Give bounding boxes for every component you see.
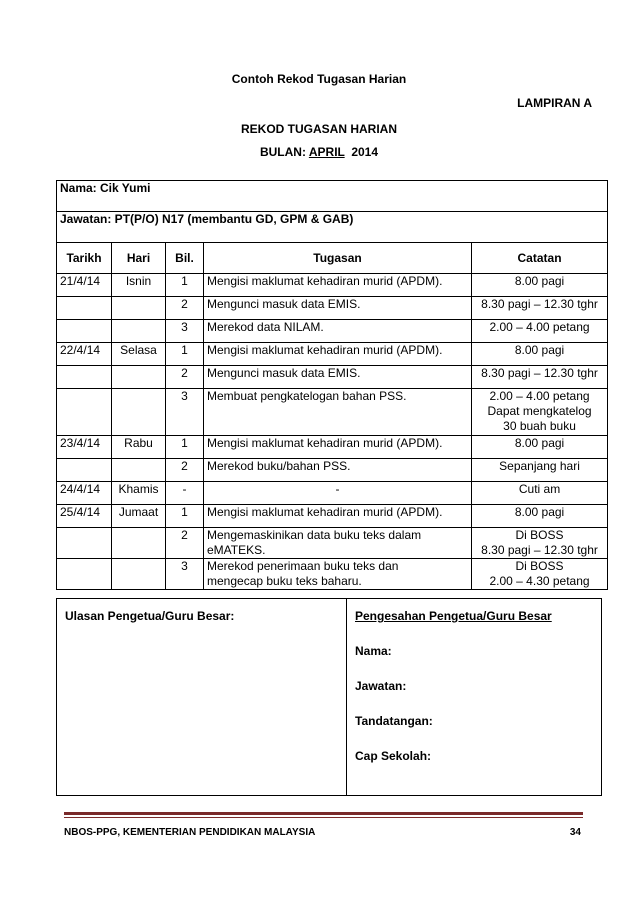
approval-heading: Pengesahan Pengetua/Guru Besar xyxy=(355,609,552,623)
cell-catatan: 8.00 pagi xyxy=(472,505,608,528)
approval-name-label: Nama: xyxy=(355,644,392,658)
cell-catatan: 2.00 – 4.00 petang Dapat mengkatelog 30 buah buku xyxy=(472,389,608,436)
table-row xyxy=(57,297,608,320)
footer-rule-thick xyxy=(64,812,583,815)
col-header-bil: Bil. xyxy=(166,243,204,274)
cell-catatan: Di BOSS 8.30 pagi – 12.30 tghr xyxy=(472,528,608,559)
approval-stamp-label: Cap Sekolah: xyxy=(355,749,432,763)
table-row xyxy=(57,559,608,590)
table-row xyxy=(57,389,608,436)
cell-bil: 2 xyxy=(166,366,204,389)
cell-tarikh xyxy=(57,320,112,343)
cell-tugasan: Mengisi maklumat kehadiran murid (APDM). xyxy=(204,343,472,366)
staff-position: Jawatan: PT(P/O) N17 (membantu GD, GPM & GAB) xyxy=(57,212,608,243)
record-title: REKOD TUGASAN HARIAN xyxy=(241,122,397,136)
cell-bil: 2 xyxy=(166,459,204,482)
cell-bil: 3 xyxy=(166,320,204,343)
table-row xyxy=(57,320,608,343)
cell-tugasan: Mengisi maklumat kehadiran murid (APDM). xyxy=(204,505,472,528)
cell-catatan: 8.00 pagi xyxy=(472,436,608,459)
cell-bil: 1 xyxy=(166,274,204,297)
cell-tarikh xyxy=(57,297,112,320)
task-rows xyxy=(57,274,608,590)
cell-bil: 2 xyxy=(166,528,204,559)
cell-tugasan: Mengunci masuk data EMIS. xyxy=(204,366,472,389)
cell-tarikh: 25/4/14 xyxy=(57,505,112,528)
cell-bil: - xyxy=(166,482,204,505)
col-header-hari: Hari xyxy=(112,243,166,274)
principal-approval-box xyxy=(347,599,602,796)
cell-hari: Khamis xyxy=(112,482,166,505)
table-row xyxy=(57,343,608,366)
footer-organisation: NBOS-PPG, KEMENTERIAN PENDIDIKAN MALAYSIA xyxy=(64,827,316,838)
staff-name: Nama: Cik Yumi xyxy=(57,181,608,212)
col-header-tarikh: Tarikh xyxy=(57,243,112,274)
cell-hari xyxy=(112,528,166,559)
cell-tugasan: Membuat pengkatelogan bahan PSS. xyxy=(204,389,472,436)
cell-tarikh: 24/4/14 xyxy=(57,482,112,505)
cell-tarikh: 23/4/14 xyxy=(57,436,112,459)
lampiran-label: LAMPIRAN A xyxy=(517,96,592,110)
footer-rule-thin xyxy=(64,817,583,818)
cell-tarikh xyxy=(57,366,112,389)
cell-tarikh xyxy=(57,389,112,436)
cell-tugasan: Merekod data NILAM. xyxy=(204,320,472,343)
cell-catatan: 8.00 pagi xyxy=(472,274,608,297)
year-value: 2014 xyxy=(351,145,379,159)
month-value: APRIL xyxy=(308,145,345,159)
cell-hari xyxy=(112,366,166,389)
cell-bil: 3 xyxy=(166,559,204,590)
cell-catatan: Sepanjang hari xyxy=(472,459,608,482)
cell-hari xyxy=(112,320,166,343)
cell-bil: 1 xyxy=(166,505,204,528)
cell-tarikh: 21/4/14 xyxy=(57,274,112,297)
cell-bil: 3 xyxy=(166,389,204,436)
cell-tarikh xyxy=(57,528,112,559)
document-title: Contoh Rekod Tugasan Harian xyxy=(231,72,407,86)
cell-tugasan: Mengisi maklumat kehadiran murid (APDM). xyxy=(204,274,472,297)
principal-comments-label: Ulasan Pengetua/Guru Besar: xyxy=(65,609,235,623)
cell-bil: 1 xyxy=(166,343,204,366)
cell-catatan: 8.30 pagi – 12.30 tghr xyxy=(472,297,608,320)
cell-bil: 1 xyxy=(166,436,204,459)
cell-hari: Rabu xyxy=(112,436,166,459)
cell-catatan: Cuti am xyxy=(472,482,608,505)
table-row xyxy=(57,459,608,482)
task-table xyxy=(56,180,608,590)
cell-hari xyxy=(112,297,166,320)
principal-comments-box xyxy=(57,599,347,796)
cell-tugasan: Merekod penerimaan buku teks dan mengecap buku teks baharu. xyxy=(204,559,472,590)
cell-tugasan: Mengemaskinikan data buku teks dalam eMATEKS. xyxy=(204,528,472,559)
cell-hari xyxy=(112,389,166,436)
cell-tugasan: - xyxy=(204,482,472,505)
cell-tarikh xyxy=(57,459,112,482)
cell-tarikh xyxy=(57,559,112,590)
cell-catatan: 8.00 pagi xyxy=(472,343,608,366)
month-line xyxy=(0,145,638,159)
table-row xyxy=(57,366,608,389)
cell-tugasan: Mengunci masuk data EMIS. xyxy=(204,297,472,320)
month-label: BULAN: xyxy=(259,145,306,159)
page-number: 34 xyxy=(569,827,581,838)
table-row xyxy=(57,528,608,559)
approval-signature-label: Tandatangan: xyxy=(355,714,433,728)
cell-hari: Selasa xyxy=(112,343,166,366)
table-row xyxy=(57,482,608,505)
cell-hari xyxy=(112,459,166,482)
approval-position-label: Jawatan: xyxy=(355,679,407,693)
table-row xyxy=(57,505,608,528)
cell-hari: Jumaat xyxy=(112,505,166,528)
cell-tarikh: 22/4/14 xyxy=(57,343,112,366)
table-header-row xyxy=(57,243,608,274)
table-row xyxy=(57,436,608,459)
approval-table xyxy=(56,598,602,796)
cell-catatan: Di BOSS 2.00 – 4.30 petang xyxy=(472,559,608,590)
table-row xyxy=(57,274,608,297)
cell-hari xyxy=(112,559,166,590)
col-header-catatan: Catatan xyxy=(472,243,608,274)
cell-bil: 2 xyxy=(166,297,204,320)
cell-tugasan: Merekod buku/bahan PSS. xyxy=(204,459,472,482)
cell-hari: Isnin xyxy=(112,274,166,297)
cell-catatan: 2.00 – 4.00 petang xyxy=(472,320,608,343)
cell-catatan: 8.30 pagi – 12.30 tghr xyxy=(472,366,608,389)
col-header-tugasan: Tugasan xyxy=(204,243,472,274)
cell-tugasan: Mengisi maklumat kehadiran murid (APDM). xyxy=(204,436,472,459)
